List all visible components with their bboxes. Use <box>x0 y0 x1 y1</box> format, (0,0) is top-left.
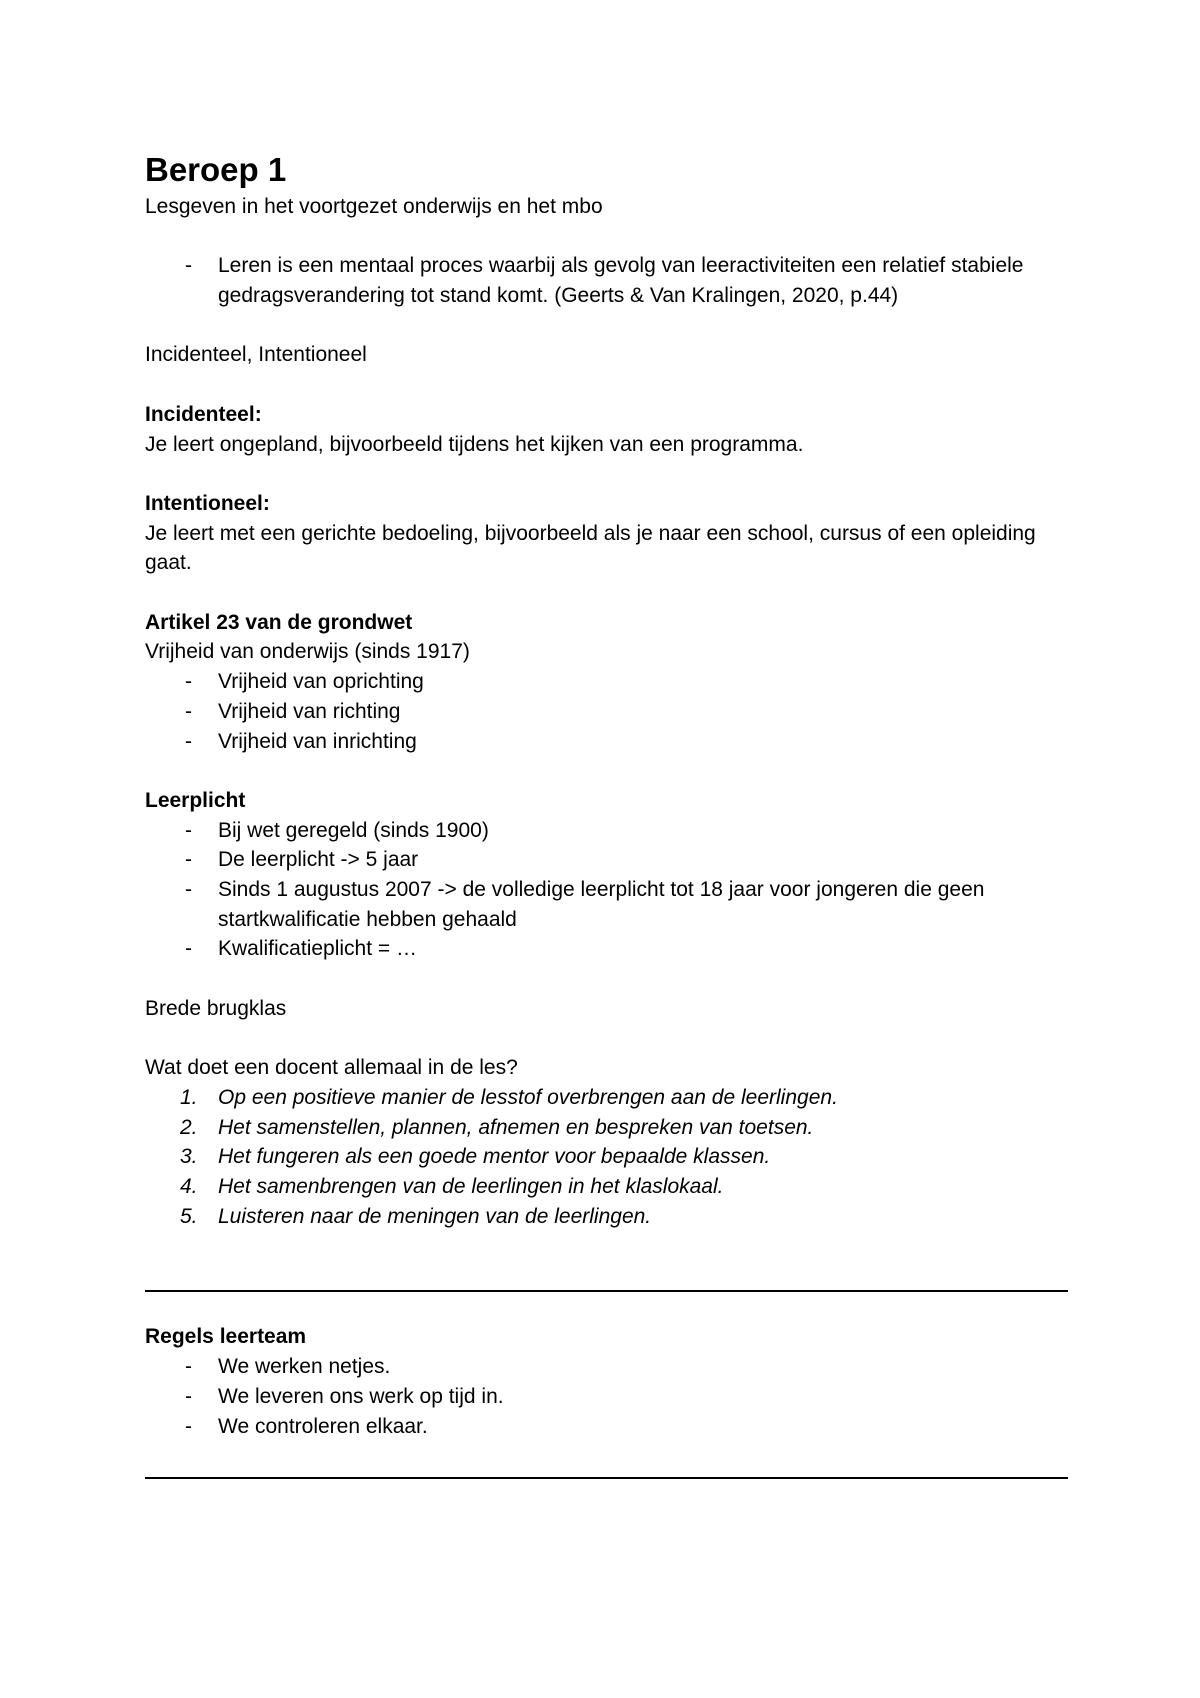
list-number-marker: 3. <box>180 1145 198 1169</box>
list-dash-marker: - <box>185 937 192 961</box>
list-dash-marker: - <box>185 818 192 842</box>
regels-heading: Regels leerteam <box>145 1325 307 1349</box>
list-dash-marker: - <box>185 878 192 902</box>
list-number-marker: 5. <box>180 1204 198 1228</box>
intentioneel-text: Je leert met een gerichte bedoeling, bijvoorbeeld als je naar een school, cursus of een opleiding gaat. <box>145 521 1036 575</box>
list-item-text: Vrijheid van richting <box>218 699 401 723</box>
spacer <box>145 459 1065 489</box>
incidenteel-text: Je leert ongepland, bijvoorbeeld tijdens het kijken van een programma. <box>145 432 804 456</box>
list-item <box>145 816 1065 846</box>
spacer <box>145 311 1065 341</box>
list-item <box>145 1382 1065 1412</box>
list-dash-marker: - <box>185 1414 192 1438</box>
artikel-list <box>145 667 1065 756</box>
list-dash-marker: - <box>185 699 192 723</box>
spacer <box>145 370 1065 400</box>
types-line: Incidenteel, Intentioneel <box>145 343 367 367</box>
leerplicht-heading: Leerplicht <box>145 788 246 812</box>
list-item <box>145 667 1065 697</box>
list-item-text: Kwalificatieplicht = … <box>218 937 417 961</box>
list-item-text: Vrijheid van inrichting <box>218 729 417 753</box>
incidenteel-heading: Incidenteel: <box>145 402 262 426</box>
docent-list <box>145 1083 1065 1232</box>
list-item <box>145 1202 1065 1232</box>
spacer <box>145 1231 1065 1290</box>
spacer <box>145 964 1065 994</box>
list-item-text: We werken netjes. <box>218 1355 391 1379</box>
list-dash-marker: - <box>185 1384 192 1408</box>
list-item-text: Het fungeren als een goede mentor voor bepaalde klassen. <box>218 1145 771 1169</box>
list-item <box>145 845 1065 875</box>
spacer <box>145 222 1065 252</box>
brede-brugklas: Brede brugklas <box>145 996 287 1020</box>
list-item <box>145 1172 1065 1202</box>
spacer <box>145 756 1065 786</box>
list-number-marker: 1. <box>180 1085 198 1109</box>
list-dash-marker: - <box>185 729 192 753</box>
list-item-text: Het samenstellen, plannen, afnemen en bespreken van toetsen. <box>218 1115 814 1139</box>
definition-list <box>145 251 1065 310</box>
list-item <box>145 1113 1065 1143</box>
list-item-text: Sinds 1 augustus 2007 -> de volledige leerplicht tot 18 jaar voor jongeren die geen startkwalificatie hebben gehaald <box>218 878 985 931</box>
intentioneel-heading: Intentioneel: <box>145 491 270 515</box>
docent-question: Wat doet een docent allemaal in de les? <box>145 1056 518 1080</box>
artikel-subheading: Vrijheid van onderwijs (sinds 1917) <box>145 640 470 664</box>
page-title: Beroep 1 <box>145 151 287 188</box>
definition-item <box>145 251 1065 310</box>
definition-text: Leren is een mentaal proces waarbij als gevolg van leeractiviteiten een relatief stabiele gedragsverandering tot stand komt. (Geerts & Van Kralingen, 2020, p.44) <box>218 254 1024 308</box>
artikel-heading: Artikel 23 van de grondwet <box>145 610 413 634</box>
list-item-text: De leerplicht -> 5 jaar <box>218 848 419 872</box>
list-item-text: We leveren ons werk op tijd in. <box>218 1384 504 1408</box>
list-number-marker: 2. <box>180 1115 198 1139</box>
spacer <box>145 1441 1065 1477</box>
spacer <box>145 1024 1065 1054</box>
list-item <box>145 934 1065 964</box>
list-item-text: Bij wet geregeld (sinds 1900) <box>218 818 489 842</box>
list-item-text: Op een positieve manier de lesstof overbrengen aan de leerlingen. <box>218 1085 838 1109</box>
list-item <box>145 1083 1065 1113</box>
list-item-text: Het samenbrengen van de leerlingen in het klaslokaal. <box>218 1175 724 1199</box>
list-item-text: We controleren elkaar. <box>218 1414 428 1438</box>
list-item <box>145 1352 1065 1382</box>
document-page <box>145 150 1065 1479</box>
list-dash-marker: - <box>185 1355 192 1379</box>
page-subtitle: Lesgeven in het voortgezet onderwijs en het mbo <box>145 195 603 218</box>
leerplicht-list <box>145 816 1065 965</box>
list-item-text: Luisteren naar de meningen van de leerlingen. <box>218 1204 652 1228</box>
spacer <box>145 1292 1065 1322</box>
list-dash-marker: - <box>185 670 192 694</box>
list-item <box>145 1142 1065 1172</box>
list-item <box>145 727 1065 757</box>
list-dash-marker: - <box>185 848 192 872</box>
list-item <box>145 875 1065 934</box>
spacer <box>145 578 1065 608</box>
list-number-marker: 4. <box>180 1175 198 1199</box>
list-dash-marker: - <box>185 254 192 278</box>
horizontal-rule <box>145 1477 1068 1479</box>
list-item-text: Vrijheid van oprichting <box>218 670 424 694</box>
regels-list <box>145 1352 1065 1441</box>
list-item <box>145 697 1065 727</box>
list-item <box>145 1412 1065 1442</box>
